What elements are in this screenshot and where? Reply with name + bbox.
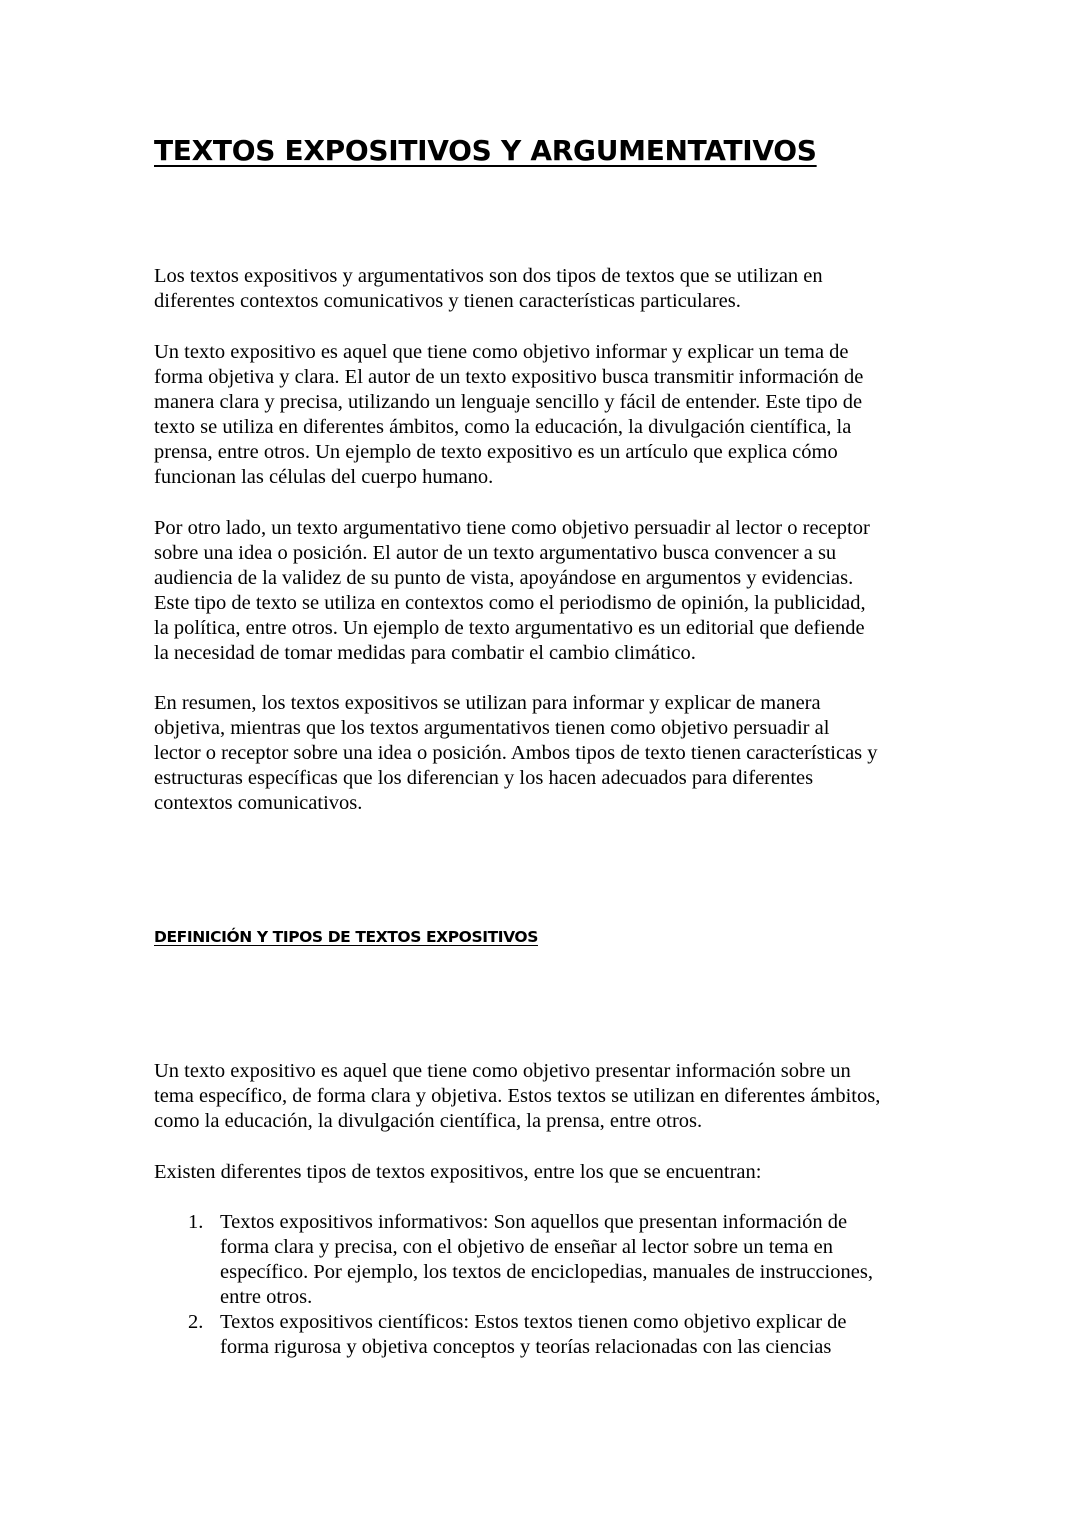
paragraph-expositivo-definition — [154, 340, 944, 491]
types-list — [154, 1210, 944, 1361]
text-line: Los textos expositivos y argumentativos son dos tipos de textos que se utilizan en — [154, 265, 823, 287]
text-line: Textos expositivos informativos: Son aquellos que presentan información de — [220, 1211, 848, 1233]
list-number: 1. — [188, 1211, 204, 1233]
text-line: texto se utiliza en diferentes ámbitos, como la educación, la divulgación científica, la — [154, 416, 852, 439]
text-line: estructuras específicas que los diferencian y los hacen adecuados para diferentes — [154, 767, 814, 790]
text-line: diferentes contextos comunicativos y tienen características particulares. — [154, 290, 741, 313]
text-line: Un texto expositivo es aquel que tiene como objetivo presentar información sobre un — [154, 1060, 851, 1082]
text-line: funcionan las células del cuerpo humano. — [154, 466, 494, 489]
paragraph-section-definition — [154, 1059, 944, 1134]
text-line: manera clara y precisa, utilizando un lenguaje sencillo y fácil de entender. Este tipo de — [154, 391, 863, 414]
text-line: audiencia de la validez de su punto de vista, apoyándose en argumentos y evidencias. — [154, 567, 854, 590]
list-number: 2. — [188, 1311, 204, 1334]
paragraph-types-intro — [154, 1160, 944, 1185]
text-line: entre otros. — [220, 1286, 313, 1309]
section-title: DEFINICIÓN Y TIPOS DE TEXTOS EXPOSITIVOS — [154, 928, 538, 946]
text-line: Este tipo de texto se utiliza en contextos como el periodismo de opinión, la publicidad, — [154, 592, 866, 615]
paragraph-argumentativo-definition — [154, 516, 944, 667]
page-title: TEXTOS EXPOSITIVOS Y ARGUMENTATIVOS — [154, 134, 817, 167]
text-line: forma rigurosa y objetiva conceptos y teorías relacionadas con las ciencias — [220, 1336, 832, 1359]
text-line: tema específico, de forma clara y objetiva. Estos textos se utilizan en diferentes ámbitos, — [154, 1085, 881, 1108]
text-line: específico. Por ejemplo, los textos de enciclopedias, manuales de instrucciones, — [220, 1261, 873, 1284]
text-line: prensa, entre otros. Un ejemplo de texto expositivo es un artículo que explica cómo — [154, 441, 838, 464]
text-line: sobre una idea o posición. El autor de un texto argumentativo busca convencer a su — [154, 542, 837, 565]
text-line: forma objetiva y clara. El autor de un texto expositivo busca transmitir información de — [154, 366, 864, 389]
paragraph-summary — [154, 691, 944, 816]
text-line: la política, entre otros. Un ejemplo de texto argumentativo es un editorial que defiende — [154, 617, 865, 640]
text-line: Textos expositivos científicos: Estos textos tienen como objetivo explicar de — [220, 1311, 847, 1334]
text-line: lector o receptor sobre una idea o posición. Ambos tipos de texto tienen características y — [154, 742, 878, 765]
text-line: objetiva, mientras que los textos argumentativos tienen como objetivo persuadir al — [154, 717, 830, 740]
text-line: Un texto expositivo es aquel que tiene como objetivo informar y explicar un tema de — [154, 341, 849, 363]
text-line: la necesidad de tomar medidas para combatir el cambio climático. — [154, 642, 696, 665]
list-item — [154, 1310, 944, 1360]
text-line: como la educación, la divulgación científica, la prensa, entre otros. — [154, 1110, 703, 1133]
paragraph-intro — [154, 264, 944, 314]
text-line: Por otro lado, un texto argumentativo tiene como objetivo persuadir al lector o receptor — [154, 517, 870, 539]
text-line: Existen diferentes tipos de textos expositivos, entre los que se encuentran: — [154, 1161, 762, 1183]
text-line: forma clara y precisa, con el objetivo de enseñar al lector sobre un tema en — [220, 1236, 834, 1259]
text-line: En resumen, los textos expositivos se utilizan para informar y explicar de manera — [154, 692, 821, 714]
list-item — [154, 1210, 944, 1310]
text-line: contextos comunicativos. — [154, 792, 363, 815]
